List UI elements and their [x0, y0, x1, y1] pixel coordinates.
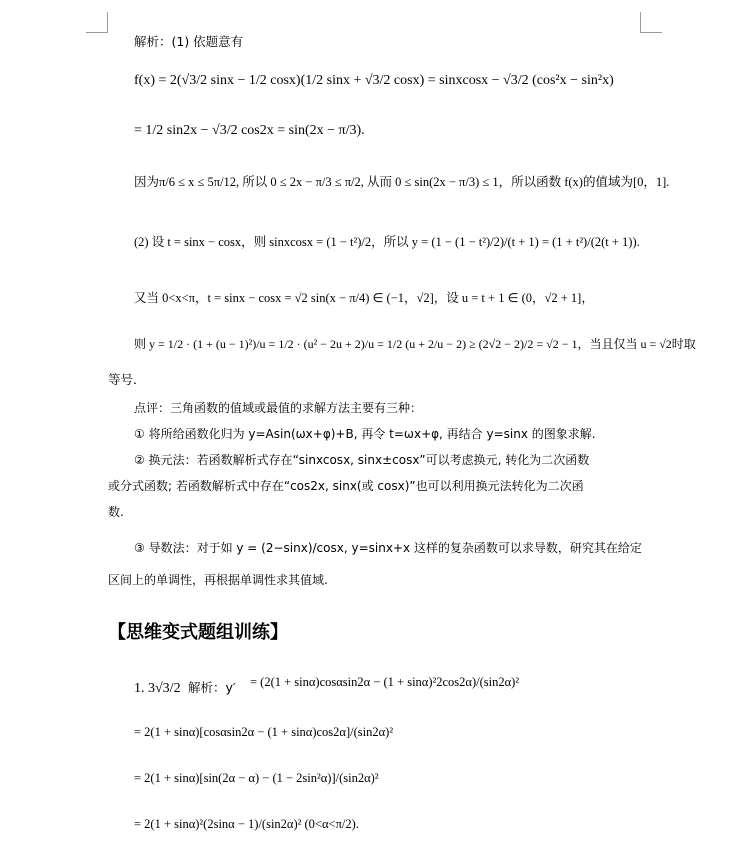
- page-corner-mark-tl: [86, 32, 108, 33]
- comment-item-3a: ③ 导数法：对于如 y = (2−sinx)/cosx, y=sinx+x 这样的复杂函数可以求导数，研究其在给定: [134, 541, 642, 555]
- solution-part2: (2) 设 t = sinx − cosx，则 sinxcosx = (1 − t²)/2，所以 y = (1 − (1 − t²)/2)/(t + 1) = (1 + t²)/(2(t + 1)).: [134, 235, 640, 249]
- comment-item-3b: 区间上的单调性，再根据单调性求其值域.: [108, 573, 328, 587]
- exercise-step-3: = 2(1 + sinα)[sin(2α − α) − (1 − 2sin²α)]/(sin2α)²: [134, 771, 379, 785]
- comment-item-1: ① 将所给函数化归为 y=Asin(ωx+φ)+B, 再令 t=ωx+φ, 再结合 y=sinx 的图象求解.: [134, 427, 596, 441]
- exercise-step-4: = 2(1 + sinα)²(2sinα − 1)/(sin2α)² (0<α<π/2).: [134, 817, 359, 831]
- solution-inequality-tail: 等号.: [108, 372, 137, 387]
- exercise-step-2: = 2(1 + sinα)[cosαsin2α − (1 + sinα)cos2α]/(sin2α)²: [134, 725, 394, 739]
- solution-range-line: 因为π/6 ≤ x ≤ 5π/12, 所以 0 ≤ 2x − π/3 ≤ π/2, 从而 0 ≤ sin(2x − π/3) ≤ 1，所以函数 f(x)的值域为[0，1].: [134, 175, 670, 189]
- solution-label: 解析：(1) 依题意有: [134, 34, 244, 49]
- solution-f-expression: f(x) = 2(√3/2 sinx − 1/2 cosx)(1/2 sinx + √3/2 cosx) = sinxcosx − √3/2 (cos²x − sin²x): [134, 73, 614, 88]
- solution-inequality: 则 y = 1/2 · (1 + (u − 1)²)/u = 1/2 · (u² − 2u + 2)/u = 1/2 (u + 2/u − 2) ≥ (2√2 − 2)/2 = √2 − 1，当且仅当 u = √2时取: [134, 337, 696, 351]
- comment-item-2a: ② 换元法：若函数解析式存在“sinxcosx, sinx±cosx”可以考虑换元, 转化为二次函数: [134, 453, 590, 467]
- exercise-answer: 1. 3√3/2: [134, 681, 181, 696]
- page-corner-mark-tr-v: [640, 12, 641, 33]
- comment-item-2c: 数.: [108, 505, 124, 519]
- solution-simplified: = 1/2 sin2x − √3/2 cos2x = sin(2x − π/3).: [134, 123, 365, 138]
- page-corner-mark-tr: [640, 32, 662, 33]
- exercise-label: 解析：y′: [188, 680, 236, 695]
- exercise-step-1: = (2(1 + sinα)cosαsin2α − (1 + sinα)²2cos2α)/(sin2α)²: [250, 675, 520, 689]
- page-corner-mark-tl-v: [107, 12, 108, 33]
- comment-title: 点评：三角函数的值域或最值的求解方法主要有三种：: [134, 401, 423, 415]
- solution-domain-line: 又当 0<x<π，t = sinx − cosx = √2 sin(x − π/4) ∈ (−1，√2]，设 u = t + 1 ∈ (0，√2 + 1]，: [134, 291, 594, 305]
- comment-item-2b: 或分式函数; 若函数解析式中存在“cos2x, sinx(或 cosx)”也可以利用换元法转化为二次函: [108, 479, 584, 493]
- section-heading: 【思维变式题组训练】: [108, 622, 288, 643]
